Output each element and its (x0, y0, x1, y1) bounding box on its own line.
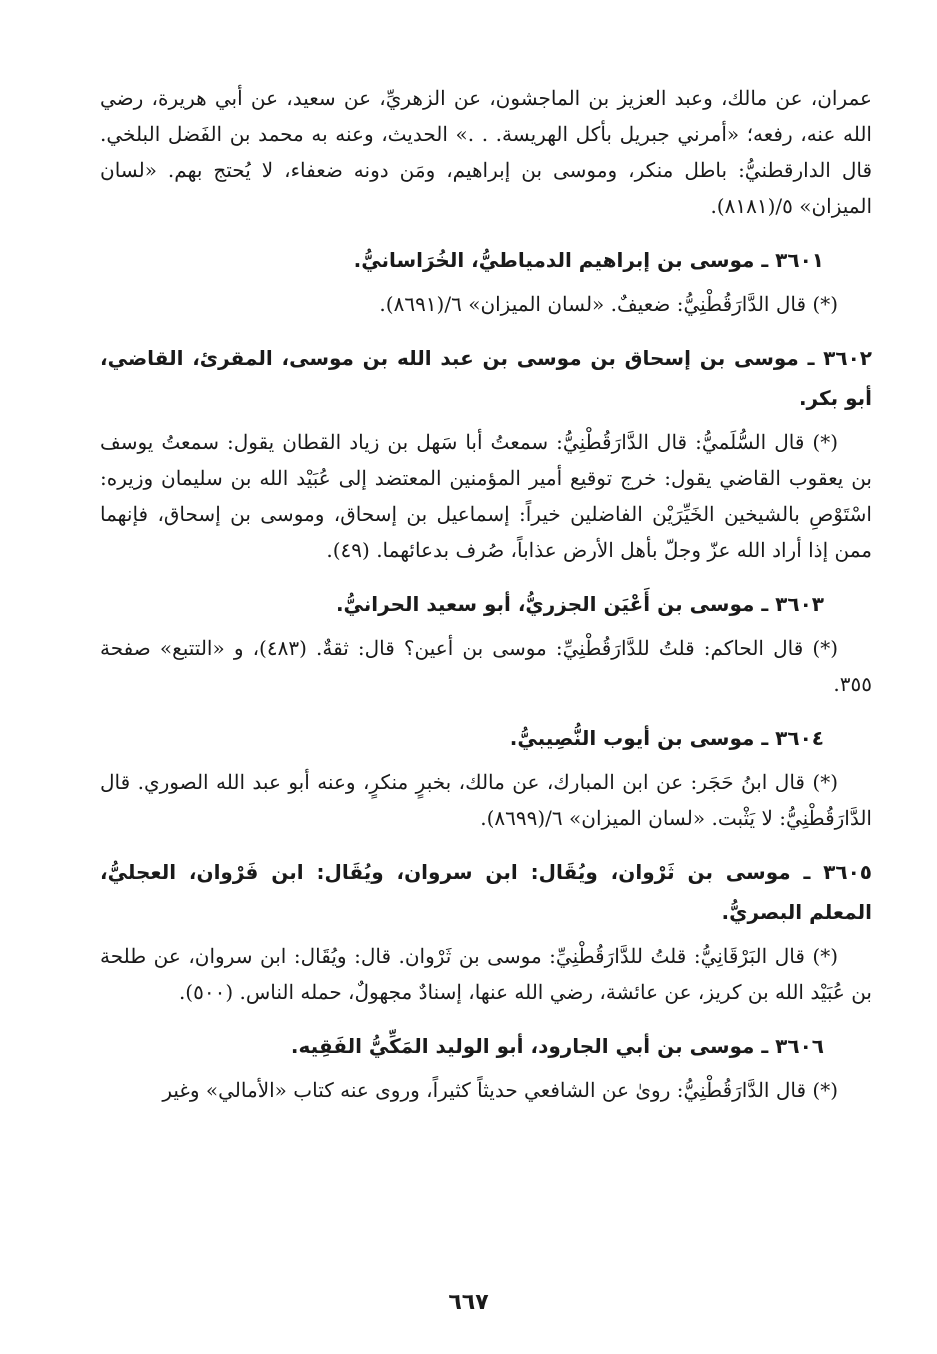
entry-3601 (100, 240, 872, 322)
entry-heading: ٣٦٠١ ـ موسى بن إبراهيم الدمياطيُّ، الخُرَاسانيُّ. (353, 248, 824, 272)
entry-text: (*) قال الدَّارَقُطْنِيُّ: روىٰ عن الشافعي حديثاً كثيراً، وروى عنه كتاب «الأمالي» وغير (162, 1078, 838, 1102)
entry-text: (*) قال البَرْقَانِيُّ: قلتُ للدَّارَقُطْنِيِّ: موسى بن ثَرْوان. قال: ويُقَال: ابن سروان، عن طلحة بن عُبَيْد الله بن كريز، عن عائشة، رضي الله عنها، إسنادٌ مجهولٌ، حمله الناس. (٥٠٠). (100, 944, 872, 1004)
intro-paragraph: عمران، عن مالك، وعبد العزيز بن الماجشون، عن الزهريِّ، عن سعيد، عن أبي هريرة، رضي الله عنه، رفعه؛ «أمرني جبريل بأكل الهريسة. . .» الحديث، وعنه به محمد بن الفَضل البلخي. قال الدارقطنيُّ: باطل منكر، وموسى بن إبراهيم، ومَن دونه ضعفاء، لا يُحتج بهم. «لسان الميزان» ٥/(٨١٨١). (100, 86, 872, 218)
page-number: ٦٦٧ (448, 1290, 489, 1315)
entry-text: (*) قال ابنُ حَجَر: عن ابن المبارك، عن مالك، بخبرٍ منكرٍ، وعنه أبو عبد الله الصوري. قال الدَّارَقُطْنِيُّ: لا يَثْبت. «لسان الميزان» ٦/(٨٦٩٩). (100, 770, 872, 830)
page-content (100, 80, 872, 1108)
entry-text: (*) قال الدَّارَقُطْنِيُّ: ضعيفٌ. «لسان الميزان» ٦/(٨٦٩١). (379, 292, 838, 316)
entry-heading: ٣٦٠٤ ـ موسى بن أيوب النُّصِيبيُّ. (509, 726, 824, 750)
entry-text: (*) قال السُّلَميُّ: قال الدَّارَقُطْنِيُّ: سمعتُ أبا سَهل بن زياد القطان يقول: سمعتُ يوسف بن يعقوب القاضي يقول: خرج توقيع أمير المؤمنين المعتضد إلى عُبَيْد الله بن سليمان وزيره: اسْتَوْصِ بالشيخين الخَيِّرَيْن الفاضلين خيراً: إسماعيل بن إسحاق، وموسى بن إسحاق، فإنهما ممن إذا أراد الله عزّ وجلّ بأهل الأرض عذاباً، صُرف بدعائهما. (٤٩). (100, 430, 872, 562)
entry-3606 (100, 1026, 872, 1108)
entry-3602 (100, 338, 872, 568)
entry-3604 (100, 718, 872, 836)
entry-heading: ٣٦٠٥ ـ موسى بن ثَرْوان، ويُقَال: ابن سروان، ويُقَال: ابن فَرْوان، العجليُّ، المعلم البصريُّ. (100, 860, 872, 924)
entry-heading: ٣٦٠٢ ـ موسى بن إسحاق بن موسى بن عبد الله بن موسى، المقرئ، القاضي، أبو بكر. (100, 346, 872, 410)
entry-3603 (100, 584, 872, 702)
entry-heading: ٣٦٠٣ ـ موسى بن أَعْيَن الجزريُّ، أبو سعيد الحرانيُّ. (335, 592, 824, 616)
entry-heading: ٣٦٠٦ ـ موسى بن أبي الجارود، أبو الوليد المَكِّيُّ الفَقِيه. (290, 1034, 824, 1058)
entry-text: (*) قال الحاكم: قلتُ للدَّارَقُطْنِيِّ: موسى بن أعين؟ قال: ثقةٌ. (٤٨٣)، و «التتبع» صفحة ٣٥٥. (100, 636, 872, 696)
entry-3605 (100, 852, 872, 1010)
